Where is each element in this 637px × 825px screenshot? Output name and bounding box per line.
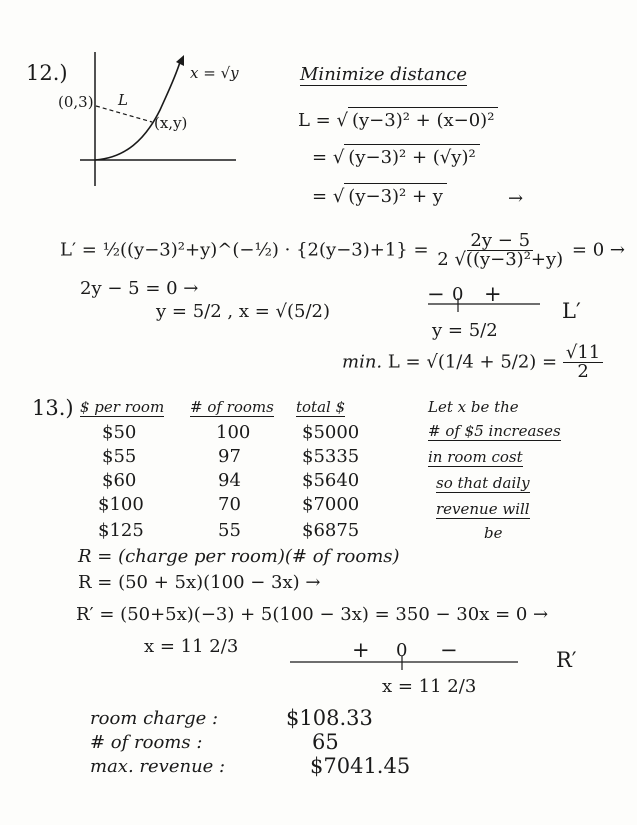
l-sign-zero: 0 [452,284,464,305]
L-equation-2: = √ (y−3)² + (√y)² [312,149,480,167]
cell-r3-c1: 70 [218,494,241,515]
cell-r2-c1: 94 [218,470,241,491]
l-sign-variable: L′ [562,299,581,323]
L-eq1-radicand: (y−3)² + (x−0)² [348,107,498,131]
problem-13-number: 13.) [32,396,74,420]
header-rooms: # of rooms [190,398,274,416]
min-denominator: 2 [577,361,589,382]
min-label: min. [342,351,383,373]
L-derivative [60,232,625,269]
cell-r4-c2: $6875 [302,520,360,541]
L-eq3-arrow: → [508,188,524,209]
r-sign-zero: 0 [396,640,408,661]
result-label-max-revenue: max. revenue : [90,756,226,777]
L-eq3-lhs: = [312,186,328,207]
L-eq1-lhs: L = [298,110,331,131]
segment-L-label: L [118,91,128,109]
cell-r1-c2: $5335 [302,446,360,467]
deriv-numerator: 2y − 5 [467,232,533,251]
cell-r0-c0: $50 [102,422,137,443]
solve-line-2: y = 5/2 , x = √(5/2) [156,301,330,322]
note-line-3: in room cost [428,448,523,466]
result-value-max-revenue: $7041.45 [310,754,411,778]
result-label-room-charge: room charge : [90,708,219,729]
note-line-1: Let x be the [428,398,519,416]
problem-12-number: 12.) [26,61,68,85]
point-xy-label: (x,y) [154,114,188,132]
R-equation-2: R = (50 + 5x)(100 − 3x) → [78,572,321,593]
r-sign-plus: + [352,638,370,662]
cell-r0-c2: $5000 [302,422,360,443]
cell-r4-c0: $125 [98,520,144,541]
result-value-room-charge: $108.33 [286,706,373,730]
cell-r3-c2: $7000 [302,494,360,515]
r-sign-variable: R′ [556,648,577,672]
note-line-6: be [484,524,503,542]
cell-r0-c1: 100 [216,422,251,443]
deriv-rhs: = 0 → [571,239,625,261]
min-L-expression: L = √(1/4 + 5/2) = [387,351,558,373]
r-sign-minus: − [440,638,458,662]
l-sign-minus: − [427,282,445,306]
r-sign-point: x = 11 2/3 [382,676,477,697]
deriv-lhs: L′ = ½((y−3)²+y)^(−½) · {2(y−3)+1} = [60,239,429,261]
curve-sqrt [95,62,180,160]
R-equation-1: R = (charge per room)(# of rooms) [78,546,400,567]
L-equation-1: L = √ (y−3)² + (x−0)² [298,112,498,130]
minimize-heading: Minimize distance [300,64,468,85]
deriv-fraction [434,232,566,269]
note-line-5: revenue will [436,500,530,518]
solve-line-1: 2y − 5 = 0 → [80,278,199,299]
cell-r2-c2: $5640 [302,470,360,491]
cell-r1-c0: $55 [102,446,137,467]
cell-r3-c0: $100 [98,494,144,515]
x-solution: x = 11 2/3 [144,636,239,657]
cell-r4-c1: 55 [218,520,241,541]
note-line-2: # of $5 increases [428,422,561,440]
cell-r1-c1: 97 [218,446,241,467]
L-eq2-radicand: (y−3)² + (√y)² [344,144,479,168]
deriv-denominator: 2 √((y−3)²+y) [437,249,564,270]
l-sign-point: y = 5/2 [432,320,498,341]
min-numerator: √11 [563,344,603,363]
cell-r2-c0: $60 [102,470,137,491]
point-0-3-label: (0,3) [58,93,94,111]
result-label-rooms: # of rooms : [90,732,203,753]
L-eq2-lhs: = [312,147,328,168]
curve-label: x = √y [190,64,239,82]
L-equation-3: = √ (y−3)² + y [312,188,447,206]
min-fraction [563,344,603,381]
note-line-4: so that daily [436,474,530,492]
header-total: total $ [296,398,346,416]
R-derivative: R′ = (50+5x)(−3) + 5(100 − 3x) = 350 − 30x = 0 → [76,604,549,625]
min-result [342,344,603,381]
L-eq3-radicand: (y−3)² + y [344,183,447,207]
l-sign-plus: + [484,282,502,306]
result-value-rooms: 65 [312,730,339,754]
header-per-room: $ per room [80,398,165,416]
